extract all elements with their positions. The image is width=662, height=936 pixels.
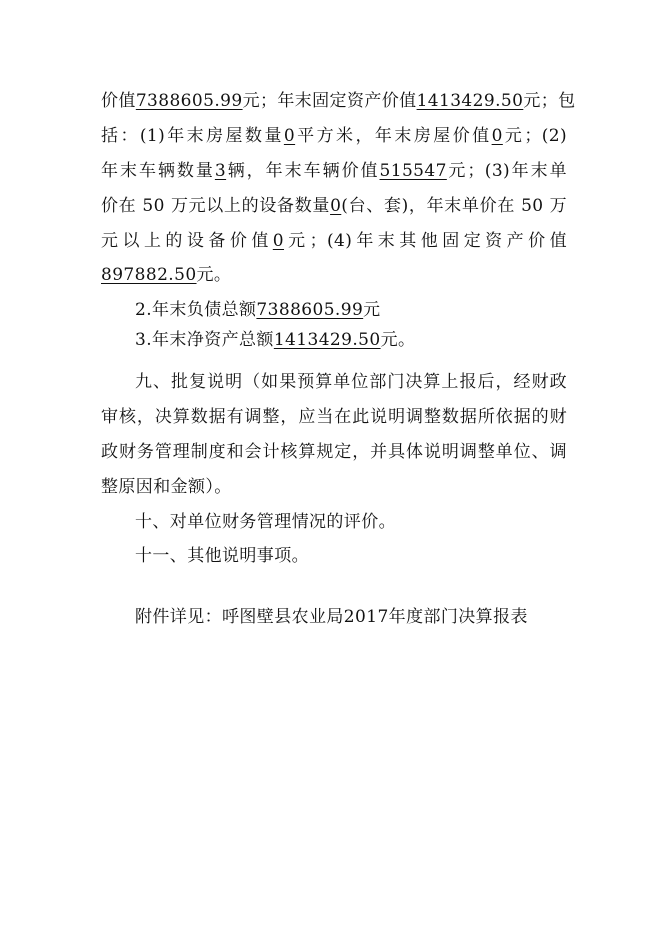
text: 元以上的设备价值 [101,231,273,251]
text: 元；(2) [502,126,567,146]
text: 平方米，年末房屋价值 [295,126,492,146]
section-9-text: 审核，决算数据有调整，应当在此说明调整数据所依据的财 [101,407,567,427]
section-11 [135,541,309,571]
liabilities-label: 2.年末负债总额 [135,300,257,320]
section-9-line-4 [101,472,232,502]
attachment-line [135,602,528,632]
section-9-text: 政财务管理制度和会计核算规定，并具体说明调整单位、调 [101,442,567,462]
vehicle-value: 515547 [379,161,447,181]
equipment-count-value: 0 [330,196,342,216]
text: 括：(1)年末房屋数量 [101,126,284,146]
section-9-line-2 [101,402,567,432]
net-assets-unit: 元。 [380,330,416,350]
section-9-text: 整原因和金额）。 [101,477,232,497]
house-count-value: 0 [283,126,296,146]
fixed-assets-value: 1413429.50 [416,91,524,111]
assets-line-2 [101,121,567,151]
text: 元；(4)年末其他固定资产价值 [284,231,567,251]
section-9-text: 九、批复说明（如果预算单位部门决算上报后，经财政 [135,372,567,392]
section-9-line-3 [101,437,567,467]
vehicle-count-value: 3 [214,161,227,181]
text: (台、套)，年末单价在 50 万 [341,196,567,216]
liabilities-line [135,295,381,325]
text: 元；年末固定资产价值 [242,91,417,111]
equipment-value: 0 [272,231,285,251]
liabilities-value: 7388605.99 [256,300,364,320]
text: 年末车辆数量 [101,161,215,181]
total-assets-value: 7388605.99 [135,91,243,111]
net-assets-line [135,325,415,355]
section-10-text: 十、对单位财务管理情况的评价。 [135,512,396,532]
assets-line-6 [101,260,231,290]
house-value: 0 [491,126,503,146]
assets-line-5 [101,226,567,256]
section-9-line-1 [135,367,567,397]
section-10 [135,507,396,537]
liabilities-unit: 元 [363,300,381,320]
text: 元；(3)年末单 [446,161,568,181]
text: 元。 [196,265,232,285]
text: 价值 [101,91,136,111]
text: 价在 50 万元以上的设备数量 [101,196,331,216]
assets-line-1 [101,86,576,116]
net-assets-label: 3.年末净资产总额 [135,330,274,350]
other-fixed-assets-value: 897882.50 [101,265,197,285]
text: 元；包 [523,91,576,111]
section-11-text: 十一、其他说明事项。 [135,546,309,566]
net-assets-value: 1413429.50 [273,330,381,350]
text: 辆，年末车辆价值 [226,161,380,181]
assets-line-4 [101,191,567,221]
assets-line-3 [101,156,567,186]
attachment-text: 附件详见：呼图壁县农业局2017年度部门决算报表 [135,607,528,627]
